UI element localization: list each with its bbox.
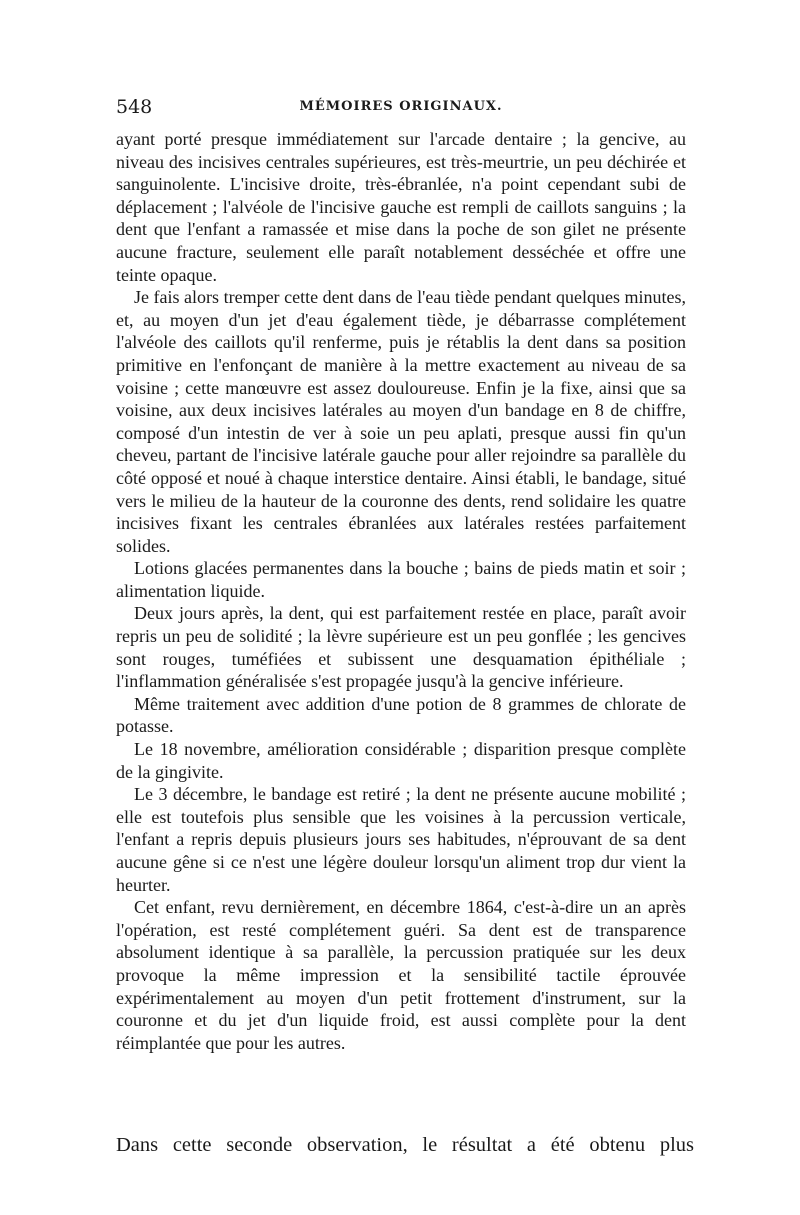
page-number: 548 [116,96,153,118]
paragraph-18-november: Le 18 novembre, amélioration considérable ; disparition presque complète de la gingivite. [116,739,686,782]
paragraph-treatment: Je fais alors tremper cette dent dans de l'eau tiède pendant quelques minutes, et, au moyen d'un jet d'eau également tiède, je débarrasse complétement l'alvéole des caillots qu'il renferme, puis je rétablis la dent dans sa position primitive en l'enfonçant de manière à la mettre exactement au niveau de sa voisine ; cette manœuvre est assez douloureuse. Enfin je la fixe, ainsi que sa voisine, aux deux incisives latérales au moyen d'un bandage en 8 de chiffre, composé d'un intestin de ver à soie un peu aplati, presque aussi fin qu'un cheveu, partant de l'incisive latérale gauche pour aller rejoindre sa parallèle du côté opposé et noué à chaque interstice dentaire. Ainsi établi, le bandage, situé vers le milieu de la hauteur de la couronne des dents, rend solidaire les quatre incisives fixant les centrales ébranlées aux latérales restées parfaitement solides. [116,287,686,556]
paragraph-continuation: ayant porté presque immédiatement sur l'arcade dentaire ; la gencive, au niveau des incisives centrales supérieures, est très-meurtrie, un peu déchirée et sanguinolente. L'incisive droite, très-ébranlée, n'a point cependant subi de déplacement ; l'alvéole de l'incisive gauche est rempli de caillots sanguins ; la dent que l'enfant a ramassée et mise dans la poche de son gilet ne présente aucune fracture, seulement elle paraît notablement desséchée et offre une teinte opaque. [116,129,686,285]
paragraph-same-treatment: Même traitement avec addition d'une potion de 8 grammes de chlorate de potasse. [116,693,686,737]
body-text [116,128,686,1054]
paragraph-two-days-after: Deux jours après, la dent, qui est parfaitement restée en place, paraît avoir repris un peu de solidité ; la lèvre supérieure est un peu gonflée ; les gencives sont rouges, tuméfiées et subissent une desquamation épithéliale ; l'inflammation généralisée s'est propagée jusqu'à la gencive inférieure. [116,603,686,692]
page-header [116,96,686,122]
running-title: MÉMOIRES ORIGINAUX. [299,99,503,114]
paragraph-3-december: Le 3 décembre, le bandage est retiré ; la dent ne présente aucune mobilité ; elle est toutefois plus sensible que les voisines à la percussion verticale, l'enfant a repris depuis plusieurs jours ses habitudes, n'éprouvant de sa dent aucune gêne si ce n'est une légère douleur lorsqu'un aliment trop dur vient la heurter. [116,784,686,895]
paragraph-follow-up: Cet enfant, revu dernièrement, en décembre 1864, c'est-à-dire un an après l'opération, est resté complétement guéri. Sa dent est de transparence absolument identique à sa parallèle, la percussion pratiquée sur les deux provoque la même impression et la sensibilité tactile éprouvée expérimentalement au moyen d'un petit frottement d'instrument, sur la couronne et du jet d'un liquide froid, est aussi complète pour la dent réimplantée que pour les autres. [116,897,686,1053]
paragraph-lotions: Lotions glacées permanentes dans la bouche ; bains de pieds matin et soir ; alimentation liquide. [116,558,686,601]
closing-line: Dans cette seconde observation, le résultat a été obtenu plus [116,1134,694,1156]
